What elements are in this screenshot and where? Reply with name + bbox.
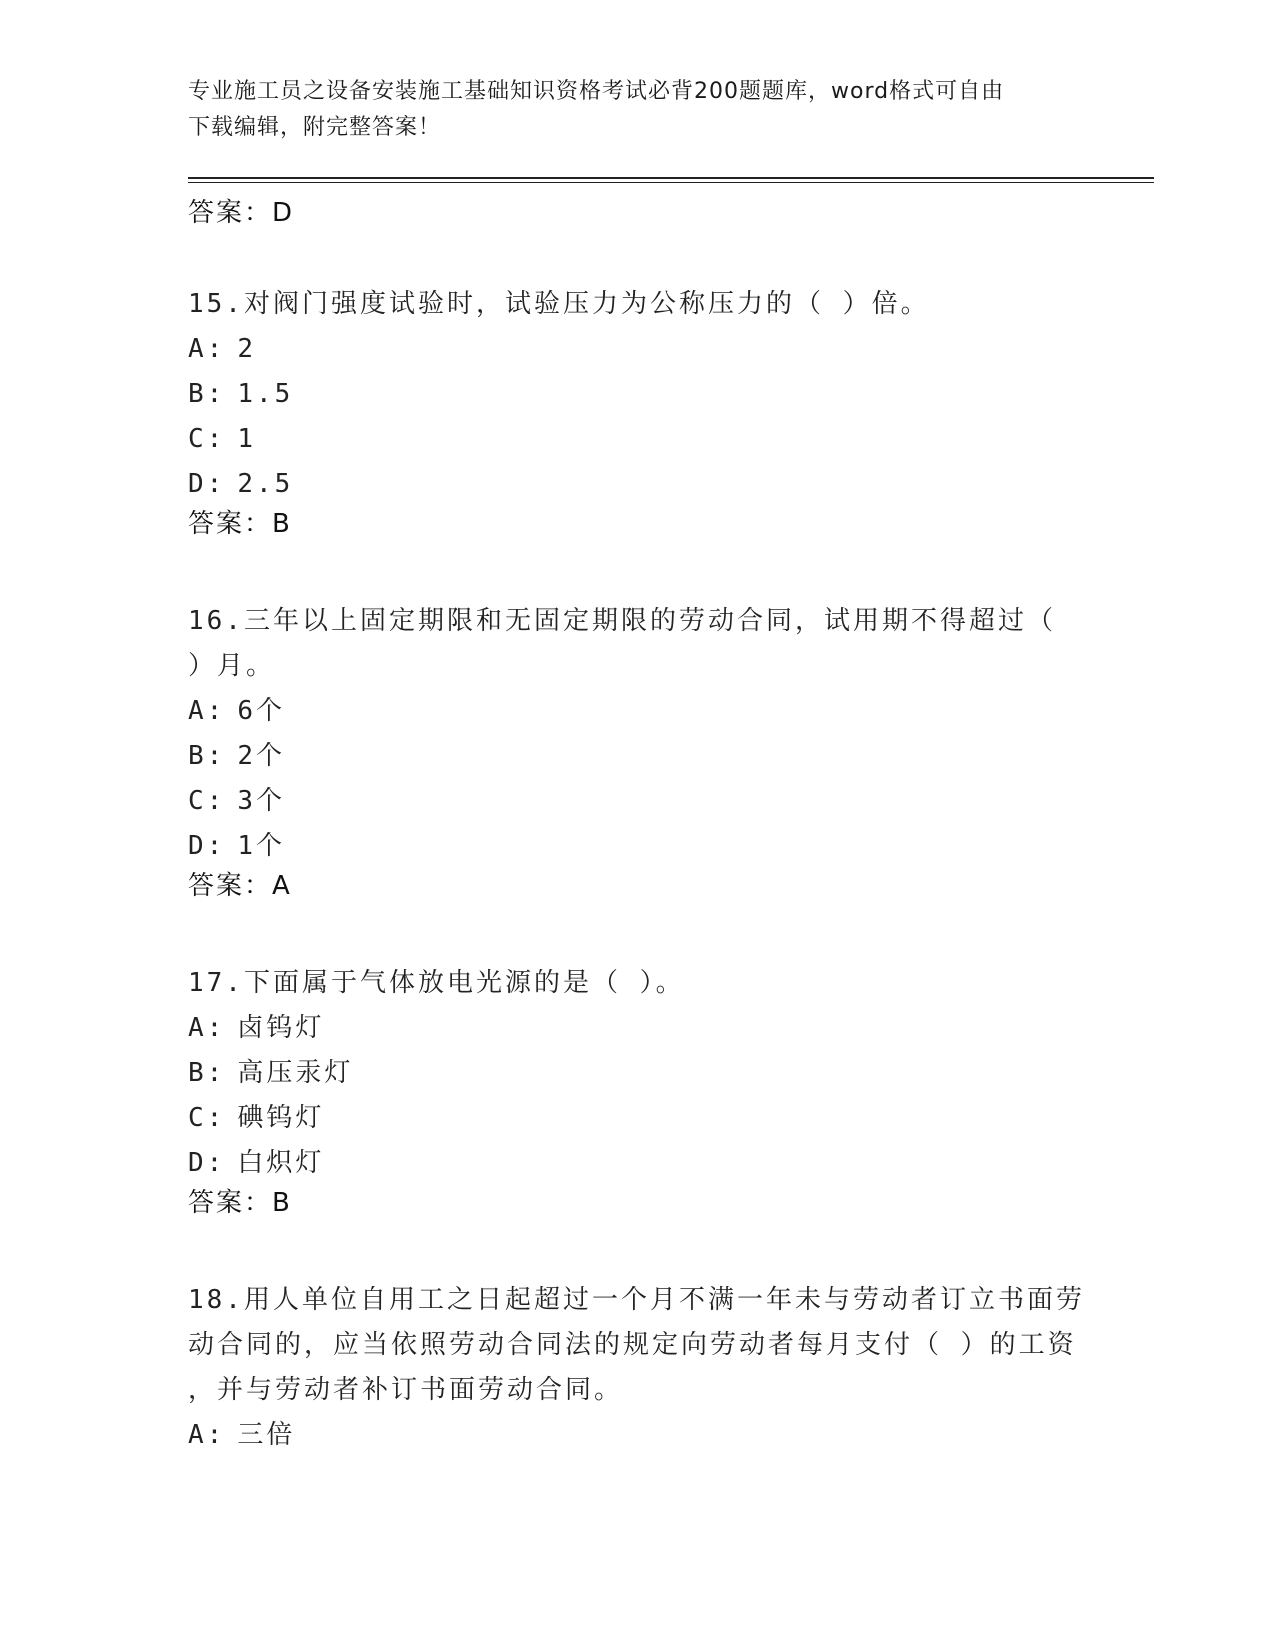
question-stem-line-1: 18.用人单位自用工之日起超过一个月不满一年未与劳动者订立书面劳 xyxy=(188,1285,1085,1315)
option-value: 白炽灯 xyxy=(237,1148,325,1178)
answer-line: 答案：D xyxy=(188,198,295,228)
option-a xyxy=(188,327,1088,372)
option-key: B: xyxy=(188,1058,226,1088)
option-c xyxy=(188,1096,1088,1141)
question-stem-line-3: ，并与劳动者补订书面劳动合同。 xyxy=(188,1375,624,1405)
option-d xyxy=(188,824,1088,869)
document-header xyxy=(188,74,1068,146)
question-stem: 15.对阀门强度试验时，试验压力为公称压力的（ ）倍。 xyxy=(188,289,930,319)
header-divider-thick xyxy=(188,177,1154,179)
question-17 xyxy=(188,961,1088,1220)
option-key: C: xyxy=(188,786,226,816)
question-stem-line-2: ）月。 xyxy=(188,651,276,681)
option-d xyxy=(188,1141,1088,1186)
option-d xyxy=(188,462,1088,507)
header-line-1: 专业施工员之设备安装施工基础知识资格考试必背200题题库，word格式可自由 xyxy=(188,79,1005,104)
question-stem-line-1: 16.三年以上固定期限和无固定期限的劳动合同，试用期不得超过（ xyxy=(188,606,1056,636)
option-a xyxy=(188,1006,1088,1051)
option-key: C: xyxy=(188,1103,226,1133)
question-stem: 17.下面属于气体放电光源的是（ ）。 xyxy=(188,968,685,998)
option-value: 三倍 xyxy=(237,1420,296,1450)
answer-line: 答案：B xyxy=(188,509,292,539)
header-line-2: 下载编辑，附完整答案！ xyxy=(188,115,442,140)
answer-line: 答案：B xyxy=(188,1188,292,1218)
option-b xyxy=(188,372,1088,417)
option-value: 高压汞灯 xyxy=(237,1058,354,1088)
option-key: A: xyxy=(188,334,226,364)
option-b xyxy=(188,1051,1088,1096)
option-value: 碘钨灯 xyxy=(237,1103,325,1133)
answer-line: 答案：A xyxy=(188,871,292,901)
option-value: 2个 xyxy=(237,741,285,771)
option-value: 3个 xyxy=(237,786,285,816)
option-key: C: xyxy=(188,424,226,454)
question-16 xyxy=(188,599,1088,903)
option-key: B: xyxy=(188,379,226,409)
option-a xyxy=(188,689,1088,734)
option-value: 1.5 xyxy=(237,379,294,409)
option-key: B: xyxy=(188,741,226,771)
option-value: 2.5 xyxy=(237,469,294,499)
question-18 xyxy=(188,1278,1088,1458)
option-value: 1个 xyxy=(237,831,285,861)
option-value: 2 xyxy=(237,334,256,364)
option-key: A: xyxy=(188,1420,226,1450)
option-c xyxy=(188,779,1088,824)
option-value: 卤钨灯 xyxy=(237,1013,325,1043)
option-c xyxy=(188,417,1088,462)
option-key: A: xyxy=(188,1013,226,1043)
option-key: A: xyxy=(188,696,226,726)
question-stem-line-2: 动合同的，应当依照劳动合同法的规定向劳动者每月支付（ ）的工资 xyxy=(188,1330,1077,1360)
question-15 xyxy=(188,282,1088,541)
option-key: D: xyxy=(188,469,226,499)
option-a xyxy=(188,1413,1088,1458)
document-body xyxy=(188,186,1088,1458)
option-value: 6个 xyxy=(237,696,285,726)
option-key: D: xyxy=(188,1148,226,1178)
option-value: 1 xyxy=(237,424,256,454)
header-divider-thin xyxy=(188,182,1154,183)
option-b xyxy=(188,734,1088,779)
option-key: D: xyxy=(188,831,226,861)
